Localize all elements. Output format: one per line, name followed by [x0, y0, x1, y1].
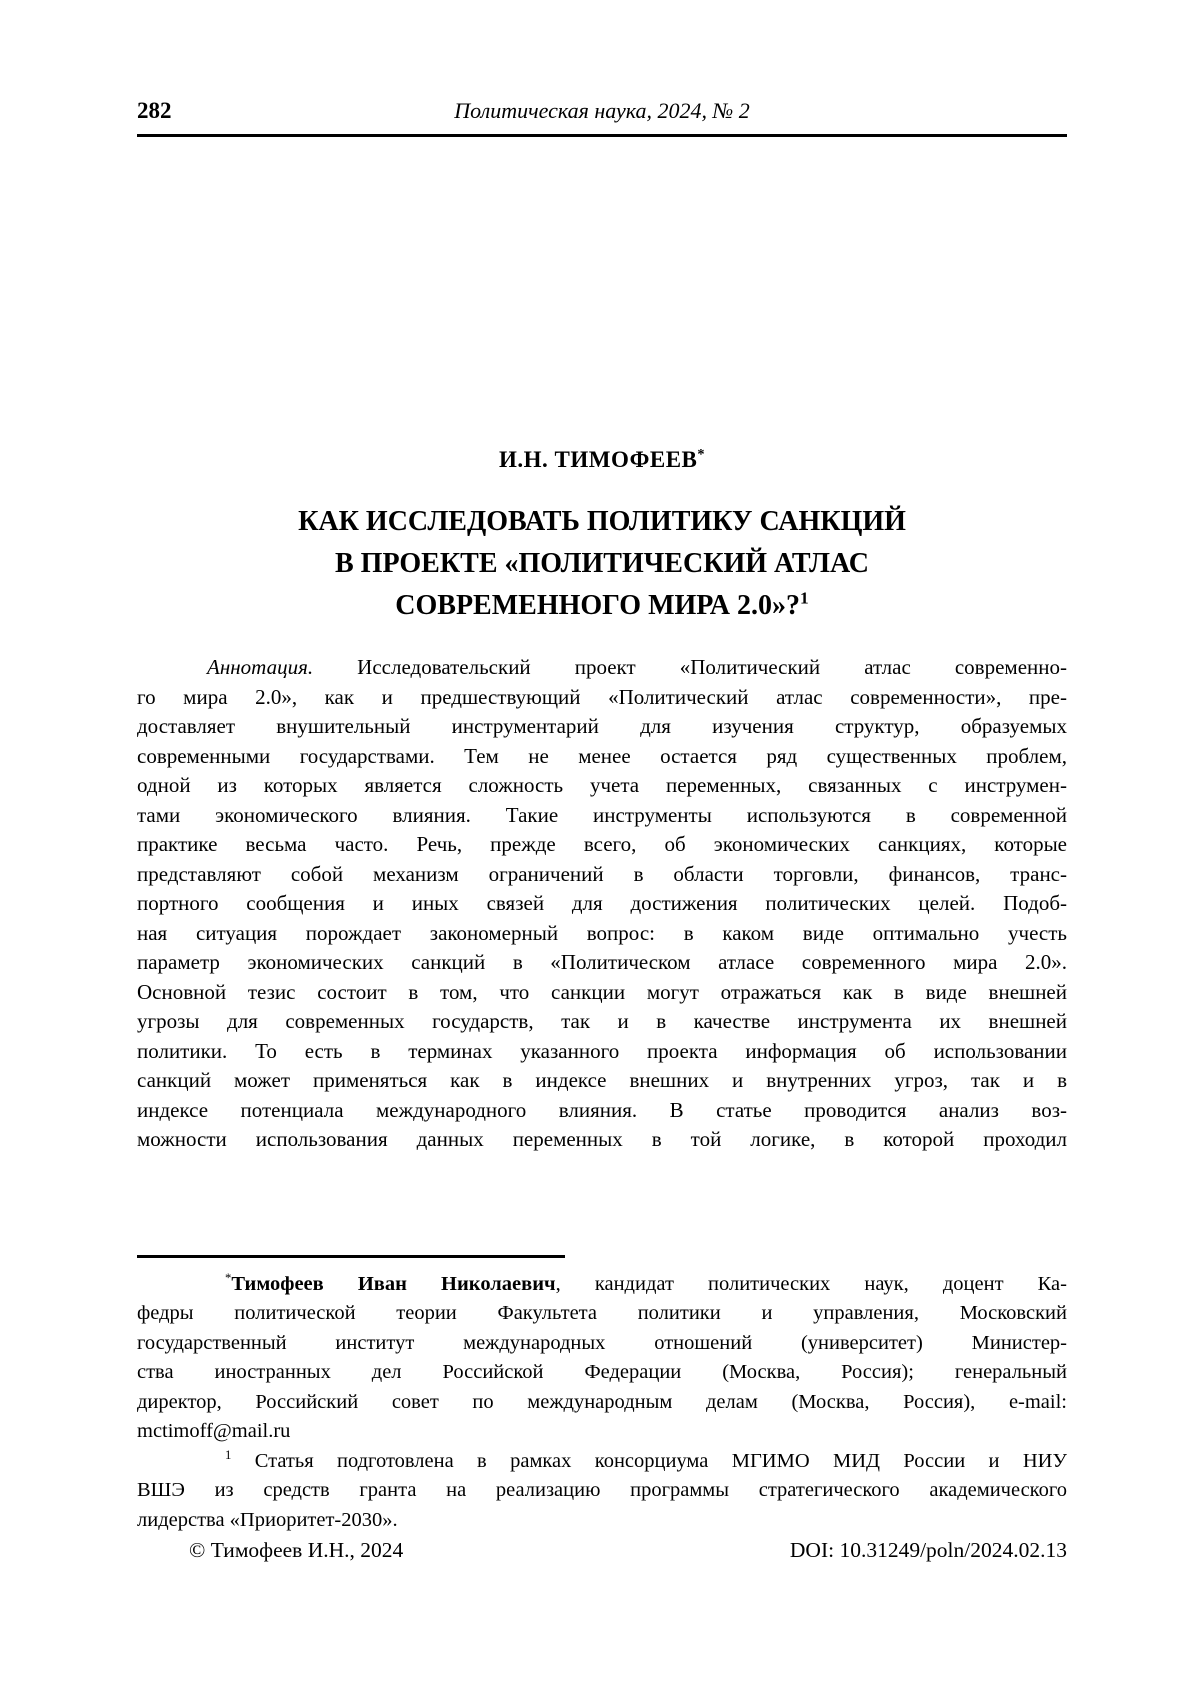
author-footnote-email: mctimoff@mail.ru — [137, 1420, 291, 1442]
abstract-line: доставляет внушительный инструментарий для изучения структур, образуемых — [137, 714, 1067, 738]
abstract — [137, 653, 1067, 1155]
page-footer — [137, 1535, 1067, 1565]
abstract-first-line — [137, 653, 1067, 683]
abstract-first-line-text: Исследовательский проект «Политический атлас современно- — [313, 655, 1067, 679]
page-number: 282 — [137, 98, 172, 123]
abstract-line: санкций может применяться как в индексе внешних и внутренних угроз, так и в — [137, 1068, 1067, 1092]
page-header — [137, 96, 1067, 128]
doi-label: DOI: 10.31249/poln/2024.02.13 — [789, 1538, 1067, 1562]
grant-footnote-first-line-text: Статья подготовлена в рамках консорциума МГИМО МИД России и НИУ — [231, 1449, 1067, 1472]
abstract-line: ная ситуация порождает закономерный вопрос: в каком виде оптимально учесть — [137, 920, 1067, 945]
article-title — [137, 501, 1067, 627]
abstract-line: параметр экономических санкций в «Политическом атласе современного мира 2.0». — [137, 950, 1067, 974]
abstract-line: тами экономического влияния. Такие инструменты используются в современной — [137, 802, 1067, 827]
author-footnote-line: федры политической теории Факультета политики и управления, Московский — [137, 1302, 1067, 1324]
footnotes — [137, 1270, 1067, 1536]
abstract-line: индексе потенциала международного влияния. В статье проводится анализ воз- — [137, 1097, 1067, 1122]
abstract-lines — [137, 683, 1067, 1155]
abstract-line: портного сообщения и иных связей для достижения политических целей. Подоб- — [137, 891, 1067, 915]
abstract-line: го мира 2.0», как и предшествующий «Политический атлас современности», пре- — [137, 684, 1067, 709]
header-rule — [137, 134, 1067, 137]
grant-footnote-line-2: ВШЭ из средств гранта на реализацию программы стратегического академического — [137, 1479, 1067, 1501]
abstract-line: Основной тезис состоит в том, что санкции могут отражаться как в виде внешней — [137, 979, 1067, 1004]
abstract-label: Аннотация. — [207, 655, 314, 679]
author-footnote-asterisk: * — [225, 1270, 232, 1285]
author-footnote-first-line — [137, 1270, 1067, 1300]
abstract-line: современными государствами. Тем не менее остается ряд существенных проблем, — [137, 743, 1067, 768]
author-footnote-first-line-text: , кандидат политических наук, доцент Ка- — [555, 1272, 1067, 1295]
title-line-1: КАК ИССЛЕДОВАТЬ ПОЛИТИКУ САНКЦИЙ — [298, 506, 906, 537]
grant-footnote-line-3: лидерства «Приоритет-2030». — [137, 1508, 398, 1531]
author-name: И.Н. ТИМОФЕЕВ — [498, 447, 698, 472]
title-line-3 — [137, 585, 1067, 627]
title-line-2: В ПРОЕКТЕ «ПОЛИТИЧЕСКИЙ АТЛАС — [334, 548, 870, 579]
author-footnote-name: Тимофеев Иван Николаевич — [231, 1272, 556, 1295]
abstract-line: практике весьма часто. Речь, прежде всего, об экономических санкциях, которые — [137, 832, 1067, 856]
author-footnote-mark: * — [697, 446, 706, 463]
copyright-notice: © Тимофеев И.Н., 2024 — [189, 1538, 404, 1562]
title-line-3-text: СОВРЕМЕННОГО МИРА 2.0»? — [395, 590, 801, 621]
grant-footnote-number: 1 — [225, 1447, 232, 1462]
abstract-line: угрозы для современных государств, так и в качестве инструмента их внешней — [137, 1009, 1067, 1033]
abstract-line: представляют собой механизм ограничений в области торговли, финансов, транс- — [137, 861, 1067, 886]
abstract-line: одной из которых является сложность учета переменных, связанных с инструмен- — [137, 773, 1067, 797]
journal-title: Политическая наука, 2024, № 2 — [454, 98, 750, 123]
abstract-line: политики. То есть в терминах указанного проекта информация об использовании — [137, 1038, 1067, 1063]
abstract-line: можности использования данных переменных в той логике, в которой проходил — [137, 1127, 1067, 1151]
grant-footnote-first-line — [137, 1447, 1067, 1477]
author-footnote-line: государственный институт международных отношений (университет) Министер- — [137, 1331, 1067, 1354]
footnote-separator — [137, 1255, 565, 1258]
author-line — [137, 447, 1067, 473]
title-footnote-mark: 1 — [800, 588, 809, 608]
author-footnote-lines — [137, 1299, 1067, 1417]
author-footnote-line: ства иностранных дел Российской Федерации (Москва, Россия); генеральный — [137, 1361, 1067, 1383]
author-footnote-line: директор, Российский совет по международным делам (Москва, Россия), e-mail: — [137, 1390, 1067, 1413]
